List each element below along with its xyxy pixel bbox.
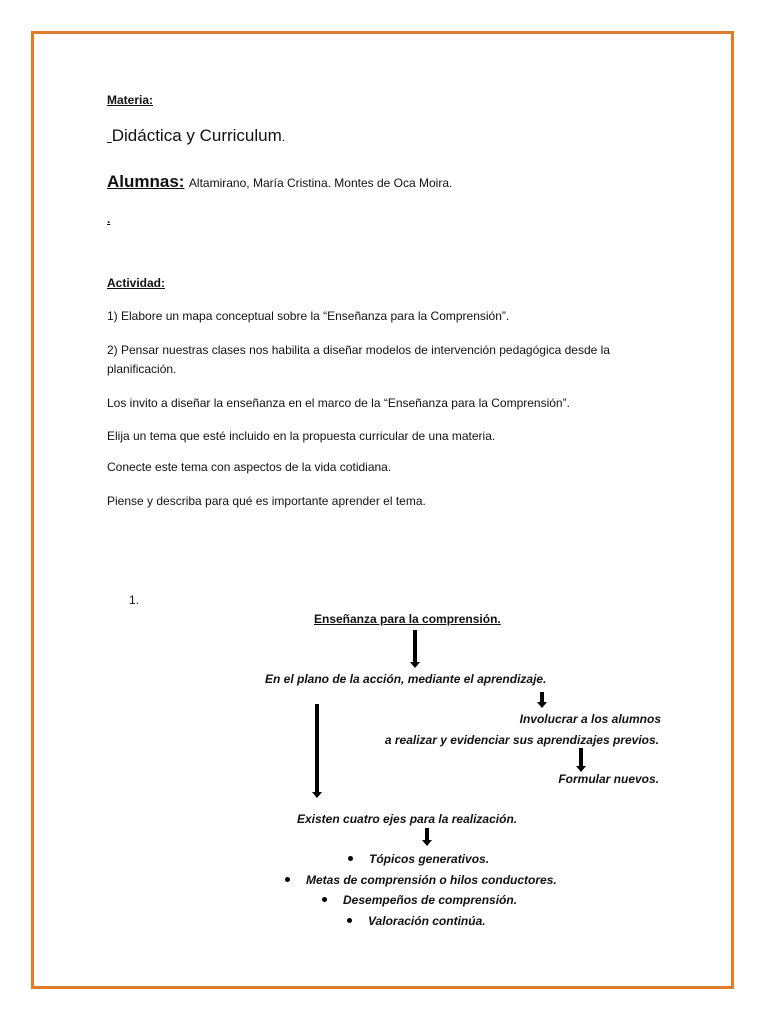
axis-item-label: Metas de comprensión o hilos conductores. xyxy=(306,873,557,887)
activity-item-1: 1) Elabore un mapa conceptual sobre la “Enseñanza para la Comprensión”. xyxy=(107,309,510,323)
activity-item-2: 2) Pensar nuestras clases nos habilita a diseñar modelos de intervención pedagógica desde la xyxy=(107,343,610,357)
axis-item-3 xyxy=(322,893,517,907)
axis-item-2 xyxy=(285,873,557,887)
bullet-icon xyxy=(285,877,290,882)
axis-item-label: Desempeños de comprensión. xyxy=(343,893,518,907)
axis-item-4 xyxy=(347,914,486,928)
axis-item-1 xyxy=(348,852,489,866)
activity-item-4: Elija un tema que esté incluido en la propuesta curricular de una materia. xyxy=(107,429,496,443)
activity-item-6: Piense y describa para qué es importante aprender el tema. xyxy=(107,494,426,508)
activity-item-2-cont: planificación. xyxy=(107,362,177,376)
alumnas-value: Altamirano, María Cristina. Montes de Oca Moira. xyxy=(188,176,453,190)
materia-period: . xyxy=(281,130,286,144)
materia-label: Materia: xyxy=(107,93,154,107)
list-number: 1. xyxy=(129,593,140,607)
bullet-icon xyxy=(322,897,327,902)
branch-line-3: Formular nuevos. xyxy=(558,772,659,786)
activity-item-3: Los invito a diseñar la enseñanza en el marco de la “Enseñanza para la Comprensión”. xyxy=(107,396,570,410)
branch-line-1: Involucrar a los alumnos xyxy=(519,712,661,726)
alumnas-label: Alumnas: xyxy=(107,172,185,191)
axes-title: Existen cuatro ejes para la realización. xyxy=(297,812,518,826)
branch-line-2: a realizar y evidenciar sus aprendizajes previos. xyxy=(384,733,659,747)
materia-name: Didáctica y Curriculum xyxy=(111,126,282,145)
activity-item-5: Conecte este tema con aspectos de la vida cotidiana. xyxy=(107,460,392,474)
map-level1: En el plano de la acción, mediante el aprendizaje. xyxy=(265,672,547,686)
axis-item-label: Tópicos generativos. xyxy=(369,852,490,866)
alumnas-line xyxy=(107,172,452,192)
axis-item-label: Valoración continúa. xyxy=(368,914,486,928)
map-title: Enseñanza para la comprensión. xyxy=(314,612,501,626)
actividad-label: Actividad: xyxy=(107,276,166,290)
bullet-icon xyxy=(348,856,353,861)
dot-mark: . xyxy=(107,212,111,226)
bullet-icon xyxy=(347,918,352,923)
materia-value: ​ Didáctica y Curriculum. xyxy=(107,126,286,145)
